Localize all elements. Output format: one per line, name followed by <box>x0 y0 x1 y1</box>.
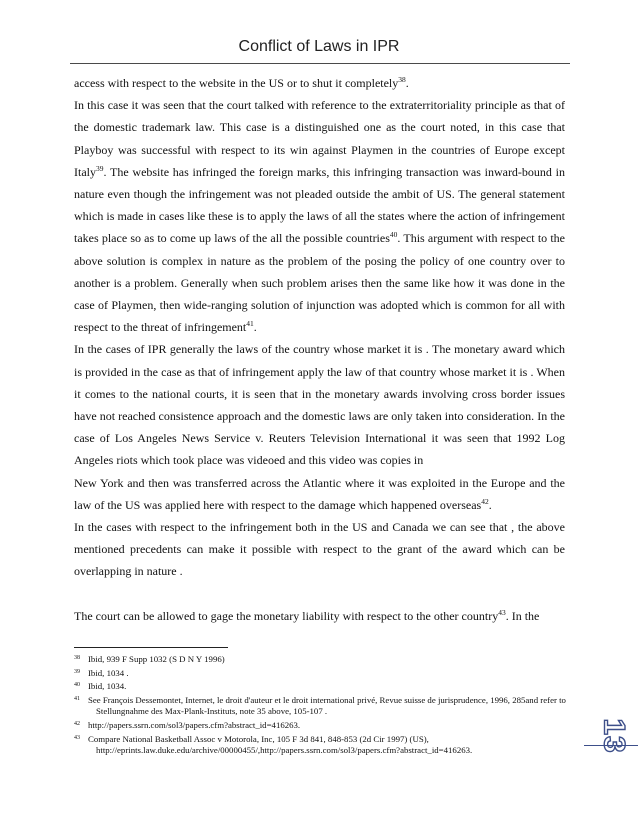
footnote-text[interactable]: http://papers.ssrn.com/sol3/papers.cfm?abstract_id=416263. <box>88 719 301 730</box>
footnote-text: Compare National Basketball Assoc v Motorola, Inc, 105 F 3d 841, 848-853 (2d Cir 1997) (US), http://eprints.law.duke.edu/archive/00000455/,http://papers.ssrn.com/sol3/papers.cfm?abstract_id=416263. <box>88 733 473 756</box>
footnote-ref[interactable]: 40 <box>389 230 398 240</box>
page-number-rule <box>584 745 638 746</box>
footnote-ref[interactable]: 43 <box>498 607 506 617</box>
footnote-separator <box>74 647 228 648</box>
footnotes <box>74 654 569 759</box>
footnote-ref[interactable]: 39 <box>96 163 104 173</box>
footnote-ref[interactable]: 42 <box>481 496 489 506</box>
paragraph-text: access with respect to the website in the US or to shut it completely <box>74 76 399 90</box>
paragraph-3a <box>74 338 565 471</box>
footnote-42: $^{42}$ http://papers.ssrn.com/sol3/papers.cfm?abstract_id=416263. <box>74 719 301 730</box>
paragraph-2 <box>74 94 565 338</box>
footnote-39: $^{39}$ Ibid, 1034 . <box>74 667 129 678</box>
paragraph-text: . <box>253 320 257 335</box>
footnote-43: $^{43}$ Compare National Basketball Assoc v Motorola, Inc, 105 F 3d 841, 848-853 (2d Cir 1997) (US), http://eprints.law.duke.edu/archive/00000455/,http://papers.ssrn.com/sol3/papers.cfm?abstract_id=416263. <box>74 733 473 756</box>
paragraph-text: . This argument with respect to the above solution is complex in nature as the problem of the posing the policy of one country over to another is a problem. Generally when such problem arises then the same like how it was done in the case of Playmen, then wide-ranging solution of injunction was adopted which is common for all with respect to the threat of infringement <box>74 231 565 335</box>
header-rule <box>70 63 570 64</box>
paragraph-text: . The website has infringed the foreign marks, this infringing transaction was inward-bound in nature even though the infringement was not pleaded outside the ambit of US. The general statement which is made in cases like these is to apply the laws of all the states where the action of infringement takes place so as to come up laws of the all the possible countries <box>74 164 565 246</box>
paragraph-text: . In the <box>505 608 540 623</box>
footnote-41: $^{41}$ See François Dessemontet, Internet, le droit d'auteur et le droit international privé, Revue suisse de jurisprudence, 1996, 285and refer to Stellungnahme des Max-Plank-Instituts, note 35 above, 105-107 . <box>74 694 566 717</box>
paragraph-1 <box>74 72 565 94</box>
body-text <box>74 72 565 627</box>
paragraph-3b <box>74 472 565 516</box>
footnote-text: Ibid, 1034 . <box>88 667 129 678</box>
footnote-38: $^{38}$ Ibid, 939 F Supp 1032 (S D N Y 1996) <box>74 654 225 664</box>
paragraph-5 <box>74 605 565 627</box>
paragraph-text: In the cases with respect to the infringement both in the US and Canada we can see that , the above mentioned precedents can make it possible with respect to the grant of the award which can be overlapping in nature . <box>74 520 565 579</box>
paragraph-text: . <box>405 76 409 90</box>
paragraph-text: In this case it was seen that the court talked with reference to the extraterritoriality principle as that of the domestic trademark law. This case is a distinguished one as the court noted, in this case that Playboy was successful with respect to its win against Playmen in the countries of Europe except Italy <box>74 98 565 179</box>
footnote-text: Ibid, 1034. <box>88 681 127 692</box>
footnote-text: Ibid, 939 F Supp 1032 (S D N Y 1996) <box>88 654 225 664</box>
footnote-ref[interactable]: 41 <box>246 319 254 329</box>
paragraph-4 <box>74 516 565 583</box>
footnote-text: See François Dessemontet, Internet, le droit d'auteur et le droit international privé, Revue suisse de jurisprudence, 1996, 285and refer to Stellungnahme des Max-Plank-Instituts, note 35 above, 105-107 . <box>88 694 566 717</box>
page-number-text: 13 <box>598 718 631 754</box>
paragraph-text: New York and then was transferred across the Atlantic where it was exploited in the Europe and the law of the US was applied here with respect to the damage which happened overseas <box>74 475 565 512</box>
paragraph-text: . <box>488 497 492 512</box>
page-number <box>596 712 632 760</box>
footnote-ref[interactable]: 38 <box>398 75 406 84</box>
running-header-title: Conflict of Laws in IPR <box>238 38 400 55</box>
paragraph-text: In the cases of IPR generally the laws of the country whose market it is . The monetary award which is provided in the case as that of infringement apply the law of that country whose market it is . When it comes to the national courts, it is seen that in the monetary awards involving cross border issues have not reached consistence approach and the domestic laws are only taken into consideration. In the case of Los Angeles News Service v. Reuters Television International it was seen that 1992 Log Angeles riots which took place was videoed and this video was copies in <box>74 342 565 468</box>
paragraph-text: The court can be allowed to gage the monetary liability with respect to the other country <box>74 608 499 623</box>
footnote-40: $^{40}$ Ibid, 1034. <box>74 681 127 692</box>
